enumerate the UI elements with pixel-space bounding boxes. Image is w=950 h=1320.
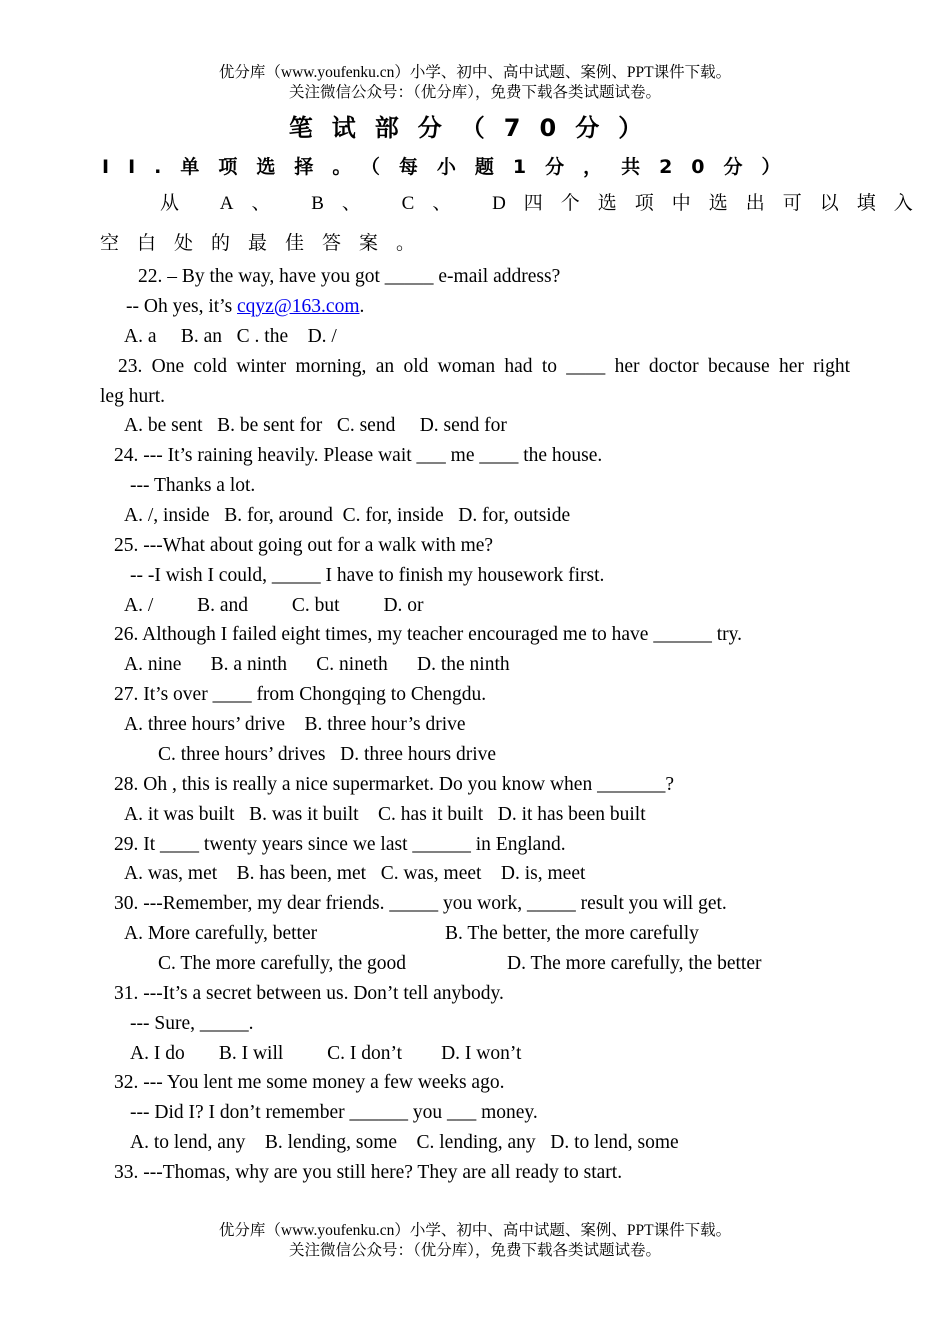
q30-option-b: B. The better, the more carefully [445, 923, 699, 944]
q30-stem: 30. ---Remember, my dear friends. _____ you work, _____ result you will get. [114, 893, 727, 914]
q29-stem: 29. It ____ twenty years since we last ______ in England. [114, 834, 566, 855]
q31-stem: 31. ---It’s a secret between us. Don’t tell anybody. [114, 983, 504, 1004]
q22-reply-prefix: -- Oh yes, it’s [126, 296, 238, 317]
q26-stem: 26. Although I failed eight times, my teacher encouraged me to have ______ try. [114, 624, 742, 645]
q30-option-a: A. More carefully, better [124, 923, 318, 944]
q29-options: A. was, met B. has been, met C. was, meet D. is, meet [124, 863, 586, 884]
q28-options: A. it was built B. was it built C. has it built D. it has been built [124, 804, 646, 825]
q27-options-1: A. three hours’ drive B. three hour’s drive [124, 714, 466, 735]
q24-stem: 24. --- It’s raining heavily. Please wait ___ me ____ the house. [114, 445, 603, 466]
q25-stem: 25. ---What about going out for a walk with me? [114, 535, 494, 556]
q28-stem: 28. Oh , this is really a nice supermarket. Do you know when _______? [114, 774, 674, 795]
q30-option-c: C. The more carefully, the good [158, 953, 407, 974]
header-line-1: 优分库（www.youfenku.cn）小学、初中、高中试题、案例、PPT课件下载。 [218, 64, 732, 81]
q26-options: A. nine B. a ninth C. nineth D. the ninth [124, 654, 510, 675]
q31-reply: --- Sure, _____. [130, 1013, 254, 1034]
footer-line-1: 优分库（www.youfenku.cn）小学、初中、高中试题、案例、PPT课件下载。 [218, 1222, 732, 1239]
section-heading: II.单项选择。（每小题1分，共20分） [102, 156, 800, 178]
q25-reply: -- -I wish I could, _____ I have to finish my housework first. [130, 565, 605, 586]
footer-line-2: 关注微信公众号：（优分库），免费下载各类试题试卷。 [288, 1242, 661, 1259]
q25-options: A. / B. and C. but D. or [124, 595, 424, 616]
q22-reply-suffix: . [359, 296, 365, 317]
q22-stem: 22. – By the way, have you got _____ e-mail address? [138, 266, 561, 287]
q23-stem: 23. One cold winter morning, an old woman had to ____ her doctor because her right [118, 356, 850, 377]
header-line-2: 关注微信公众号：（优分库），免费下载各类试题试卷。 [288, 84, 661, 101]
q32-options: A. to lend, any B. lending, some C. lending, any D. to lend, some [130, 1132, 679, 1153]
q22-reply [126, 295, 364, 319]
page-title: 笔试部分（70分） [288, 114, 662, 142]
q32-reply: --- Did I? I don’t remember ______ you ___ money. [130, 1102, 538, 1123]
q22-options: A. a B. an C . the D. / [124, 326, 337, 347]
q22-email-link[interactable]: cqyz@163.com [237, 296, 360, 317]
q31-options: A. I do B. I will C. I don’t D. I won’t [130, 1043, 522, 1064]
q27-stem: 27. It’s over ____ from Chongqing to Chengdu. [114, 684, 487, 705]
q24-reply: --- Thanks a lot. [130, 475, 256, 496]
q23-stem-cont: leg hurt. [100, 386, 165, 407]
instruction-line-1: 从 A、 B、 C、 D四个选项中选出可以填入 [160, 193, 931, 214]
q23-options: A. be sent B. be sent for C. send D. send for [124, 415, 507, 436]
instruction-line-2: 空白处的最佳答案。 [100, 233, 434, 254]
q27-options-2: C. three hours’ drives D. three hours drive [158, 744, 497, 765]
q30-option-d: D. The more carefully, the better [507, 953, 762, 974]
q33-stem: 33. ---Thomas, why are you still here? They are all ready to start. [114, 1162, 623, 1183]
q24-options: A. /, inside B. for, around C. for, inside D. for, outside [124, 505, 571, 526]
q32-stem: 32. --- You lent me some money a few weeks ago. [114, 1072, 505, 1093]
